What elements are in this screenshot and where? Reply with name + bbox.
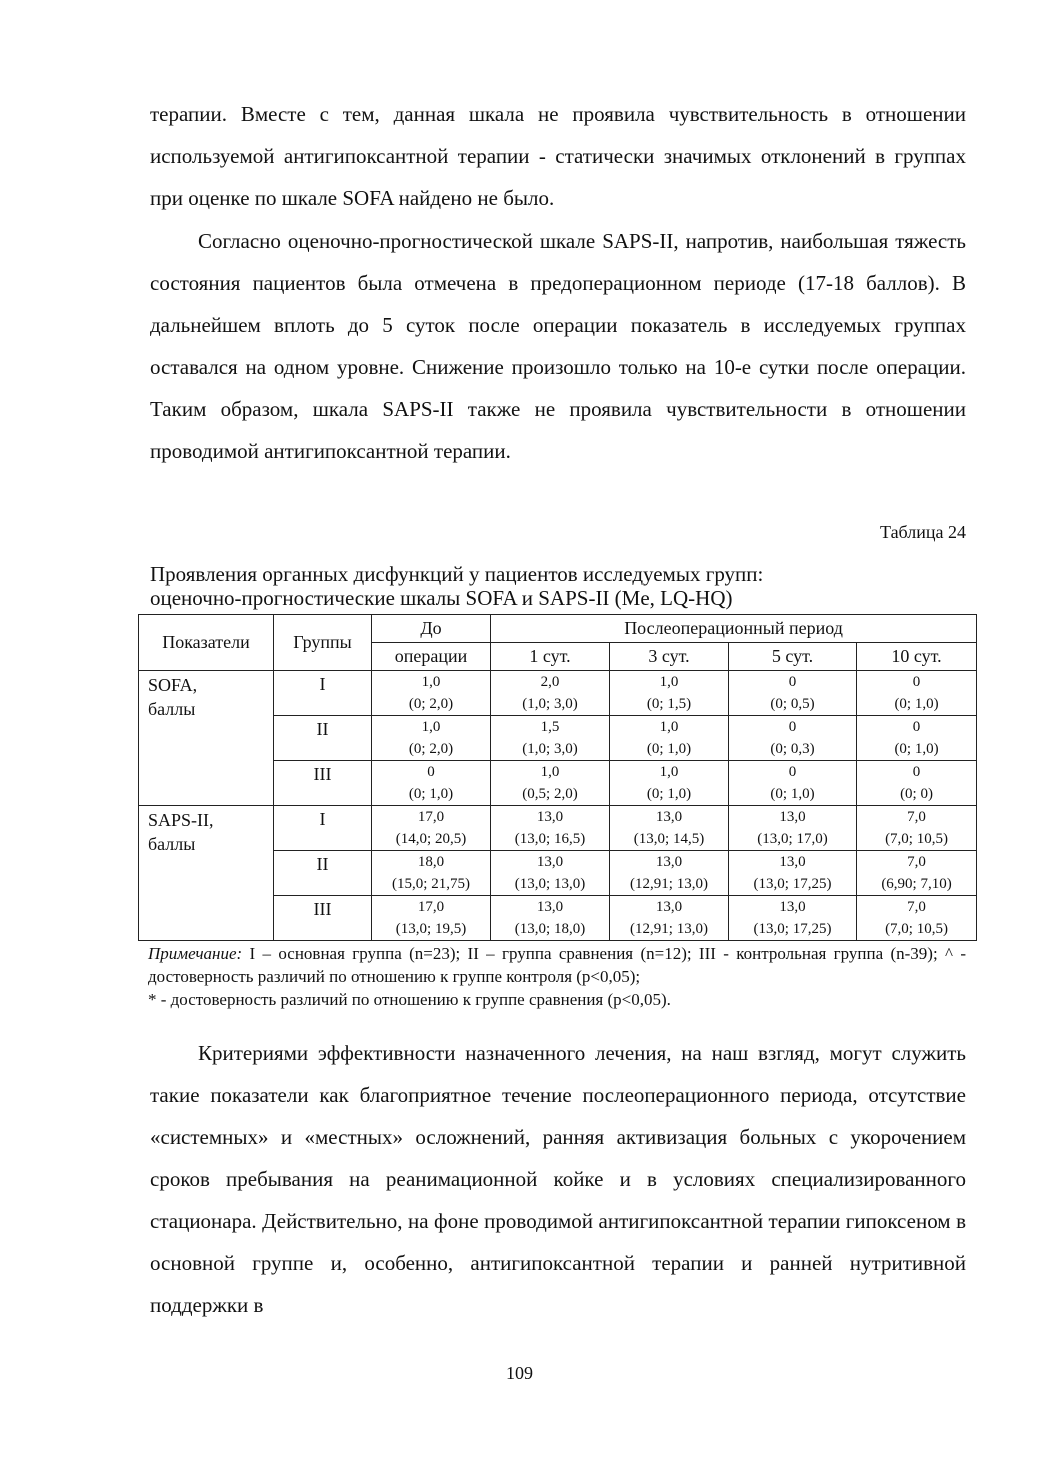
- group-cell: II: [274, 851, 372, 896]
- note-line-1: I – основная группа (n=23); II – группа сравнения (n=12); III - контрольная группа (n-39); ^ - достоверность различий по отношению к группе контроля (p<0,05);: [148, 944, 966, 986]
- quartile-range: (0; 1,0): [408, 786, 454, 802]
- value-cell: [491, 761, 610, 806]
- median-value: 17,0: [417, 899, 445, 915]
- quartile-range: (7,0; 10,5): [885, 921, 948, 937]
- median-value: 1,5: [540, 719, 560, 735]
- value-cell: [491, 806, 610, 851]
- median-value: 7,0: [907, 899, 926, 915]
- value-cell: [610, 716, 729, 761]
- value-cell: [729, 806, 857, 851]
- value-cell: [610, 671, 729, 716]
- table-title-line-1: Проявления органных дисфункций у пациентов исследуемых групп:: [150, 562, 764, 586]
- table-note: [148, 942, 966, 1011]
- value-cell: [372, 761, 491, 806]
- group-cell: III: [274, 761, 372, 806]
- median-value: 13,0: [779, 899, 806, 915]
- header-pre: До: [372, 615, 491, 643]
- median-value: 1,0: [540, 764, 560, 780]
- quartile-range: (12,91; 13,0): [630, 921, 708, 937]
- quartile-range: (6,90; 7,10): [881, 876, 952, 892]
- median-value: 0: [427, 764, 435, 780]
- table-row: [139, 806, 977, 851]
- quartile-range: (0; 1,0): [646, 741, 692, 757]
- median-value: 0: [912, 674, 921, 690]
- quartile-range: (0; 1,0): [646, 786, 692, 802]
- value-cell: [857, 806, 977, 851]
- quartile-range: (13,0; 14,5): [633, 831, 705, 847]
- value-cell: [610, 806, 729, 851]
- header-indicators: Показатели: [139, 615, 274, 671]
- median-value: 0: [788, 674, 797, 690]
- sofa-indicator-name: SOFA,: [148, 675, 198, 695]
- quartile-range: (1,0; 3,0): [522, 696, 578, 712]
- quartile-range: (13,0; 16,5): [514, 831, 586, 847]
- group-cell: I: [274, 671, 372, 716]
- value-cell: [372, 806, 491, 851]
- value-cell: [857, 896, 977, 941]
- value-cell: [491, 851, 610, 896]
- table-title: [150, 562, 966, 610]
- median-value: 13,0: [536, 899, 564, 915]
- header-day-1: 1 сут.: [491, 643, 610, 671]
- header-day-3: 3 сут.: [610, 643, 729, 671]
- median-value: 7,0: [907, 809, 926, 825]
- header-postoperative: Послеоперационный период: [491, 615, 977, 643]
- note-label: Примечание:: [148, 944, 243, 963]
- median-value: 0: [788, 764, 797, 780]
- quartile-range: (0; 0,3): [770, 741, 815, 757]
- quartile-range: (0; 2,0): [408, 741, 454, 757]
- median-value: 13,0: [779, 854, 806, 870]
- value-cell: [491, 896, 610, 941]
- quartile-range: (12,91; 13,0): [630, 876, 708, 892]
- value-cell: [372, 671, 491, 716]
- table-title-line-2: оценочно-прогностические шкалы SOFA и SAPS-II (Me, LQ-HQ): [150, 586, 733, 610]
- quartile-range: (13,0; 18,0): [514, 921, 586, 937]
- value-cell: [729, 671, 857, 716]
- quartile-range: (1,0; 3,0): [522, 741, 578, 757]
- value-cell: [372, 716, 491, 761]
- value-cell: [857, 761, 977, 806]
- quartile-range: (0; 1,0): [894, 741, 939, 757]
- value-cell: [491, 716, 610, 761]
- quartile-range: (0; 1,0): [894, 696, 939, 712]
- table-body: [139, 671, 977, 941]
- median-value: 0: [912, 719, 921, 735]
- quartile-range: (13,0; 13,0): [514, 876, 586, 892]
- value-cell: [857, 671, 977, 716]
- group-cell: I: [274, 806, 372, 851]
- median-value: 17,0: [417, 809, 445, 825]
- quartile-range: (0; 1,5): [646, 696, 692, 712]
- median-value: 0: [788, 719, 797, 735]
- quartile-range: (0; 1,0): [770, 786, 815, 802]
- value-cell: [729, 851, 857, 896]
- quartile-range: (0; 0,5): [770, 696, 815, 712]
- median-value: 1,0: [659, 764, 679, 780]
- median-value: 1,0: [659, 719, 679, 735]
- quartile-range: (14,0; 20,5): [395, 831, 467, 847]
- median-value: 13,0: [655, 854, 683, 870]
- median-value: 1,0: [659, 674, 679, 690]
- value-cell: [610, 761, 729, 806]
- value-cell: [729, 896, 857, 941]
- group-cell: II: [274, 716, 372, 761]
- sofa-indicator-cell: [139, 671, 274, 806]
- paragraph-3: Критериями эффективности назначенного лечения, на наш взгляд, могут служить такие показатели как благоприятное течение послеоперационного периода, отсутствие «системных» и «местных» осложнений, ранняя активизация больных с укорочением сроков пребывания на реанимационной койке и в условиях специализированного стационара. Действительно, на фоне проводимой антигипоксантной терапии гипоксеном в основной группе и, особенно, антигипоксантной терапии и ранней нутритивной поддержки в: [150, 1041, 966, 1317]
- median-value: 13,0: [655, 809, 683, 825]
- median-value: 7,0: [907, 854, 926, 870]
- median-value: 18,0: [417, 854, 445, 870]
- page-number: 109: [506, 1363, 533, 1383]
- median-value: 13,0: [536, 809, 564, 825]
- paragraph-2: Согласно оценочно-прогностической шкале SAPS-II, напротив, наибольшая тяжесть состояния пациентов была отмечена в предоперационном периоде (17-18 баллов). В дальнейшем вплоть до 5 суток после операции показатель в исследуемых группах оставался на одном уровне. Снижение произошло только на 10-е сутки после операции. Таким образом, шкала SAPS-II также не проявила чувствительности в отношении проводимой антигипоксантной терапии.: [150, 229, 966, 463]
- table-label: Таблица 24: [880, 522, 966, 542]
- value-cell: [610, 851, 729, 896]
- value-cell: [729, 716, 857, 761]
- value-cell: [372, 896, 491, 941]
- median-value: 0: [912, 764, 921, 780]
- value-cell: [857, 851, 977, 896]
- header-day-10: 10 сут.: [857, 643, 977, 671]
- quartile-range: (7,0; 10,5): [885, 831, 948, 847]
- quartile-range: (13,0; 19,5): [395, 921, 467, 937]
- quartile-range: (0; 0): [900, 786, 933, 802]
- value-cell: [372, 851, 491, 896]
- value-cell: [610, 896, 729, 941]
- value-cell: [729, 761, 857, 806]
- note-line-2: * - достоверность различий по отношению к группе сравнения (p<0,05).: [148, 990, 671, 1009]
- quartile-range: (15,0; 21,75): [392, 876, 470, 892]
- data-table: [138, 614, 976, 941]
- quartile-range: (13,0; 17,25): [753, 921, 832, 937]
- header-groups: Группы: [274, 615, 372, 671]
- median-value: 2,0: [540, 674, 560, 690]
- header-day-5: 5 сут.: [729, 643, 857, 671]
- paragraph-1: терапии. Вместе с тем, данная шкала не проявила чувствительность в отношении используемой антигипоксантной терапии - статически значимых отклонений в группах при оценке по шкале SOFA найдено не было.: [150, 102, 966, 210]
- sofa-indicator-unit: баллы: [148, 699, 196, 719]
- median-value: 13,0: [655, 899, 683, 915]
- header-pre-2: операции: [372, 643, 491, 671]
- saps-indicator-name: SAPS-II,: [148, 810, 214, 830]
- value-cell: [857, 716, 977, 761]
- quartile-range: (0; 2,0): [408, 696, 454, 712]
- group-cell: III: [274, 896, 372, 941]
- table-row: [139, 671, 977, 716]
- quartile-range: (13,0; 17,0): [757, 831, 828, 847]
- saps-indicator-cell: [139, 806, 274, 941]
- median-value: 1,0: [421, 674, 441, 690]
- quartile-range: (0,5; 2,0): [522, 786, 578, 802]
- median-value: 1,0: [421, 719, 441, 735]
- quartile-range: (13,0; 17,25): [753, 876, 832, 892]
- saps-indicator-unit: баллы: [148, 834, 196, 854]
- median-value: 13,0: [779, 809, 806, 825]
- value-cell: [491, 671, 610, 716]
- median-value: 13,0: [536, 854, 564, 870]
